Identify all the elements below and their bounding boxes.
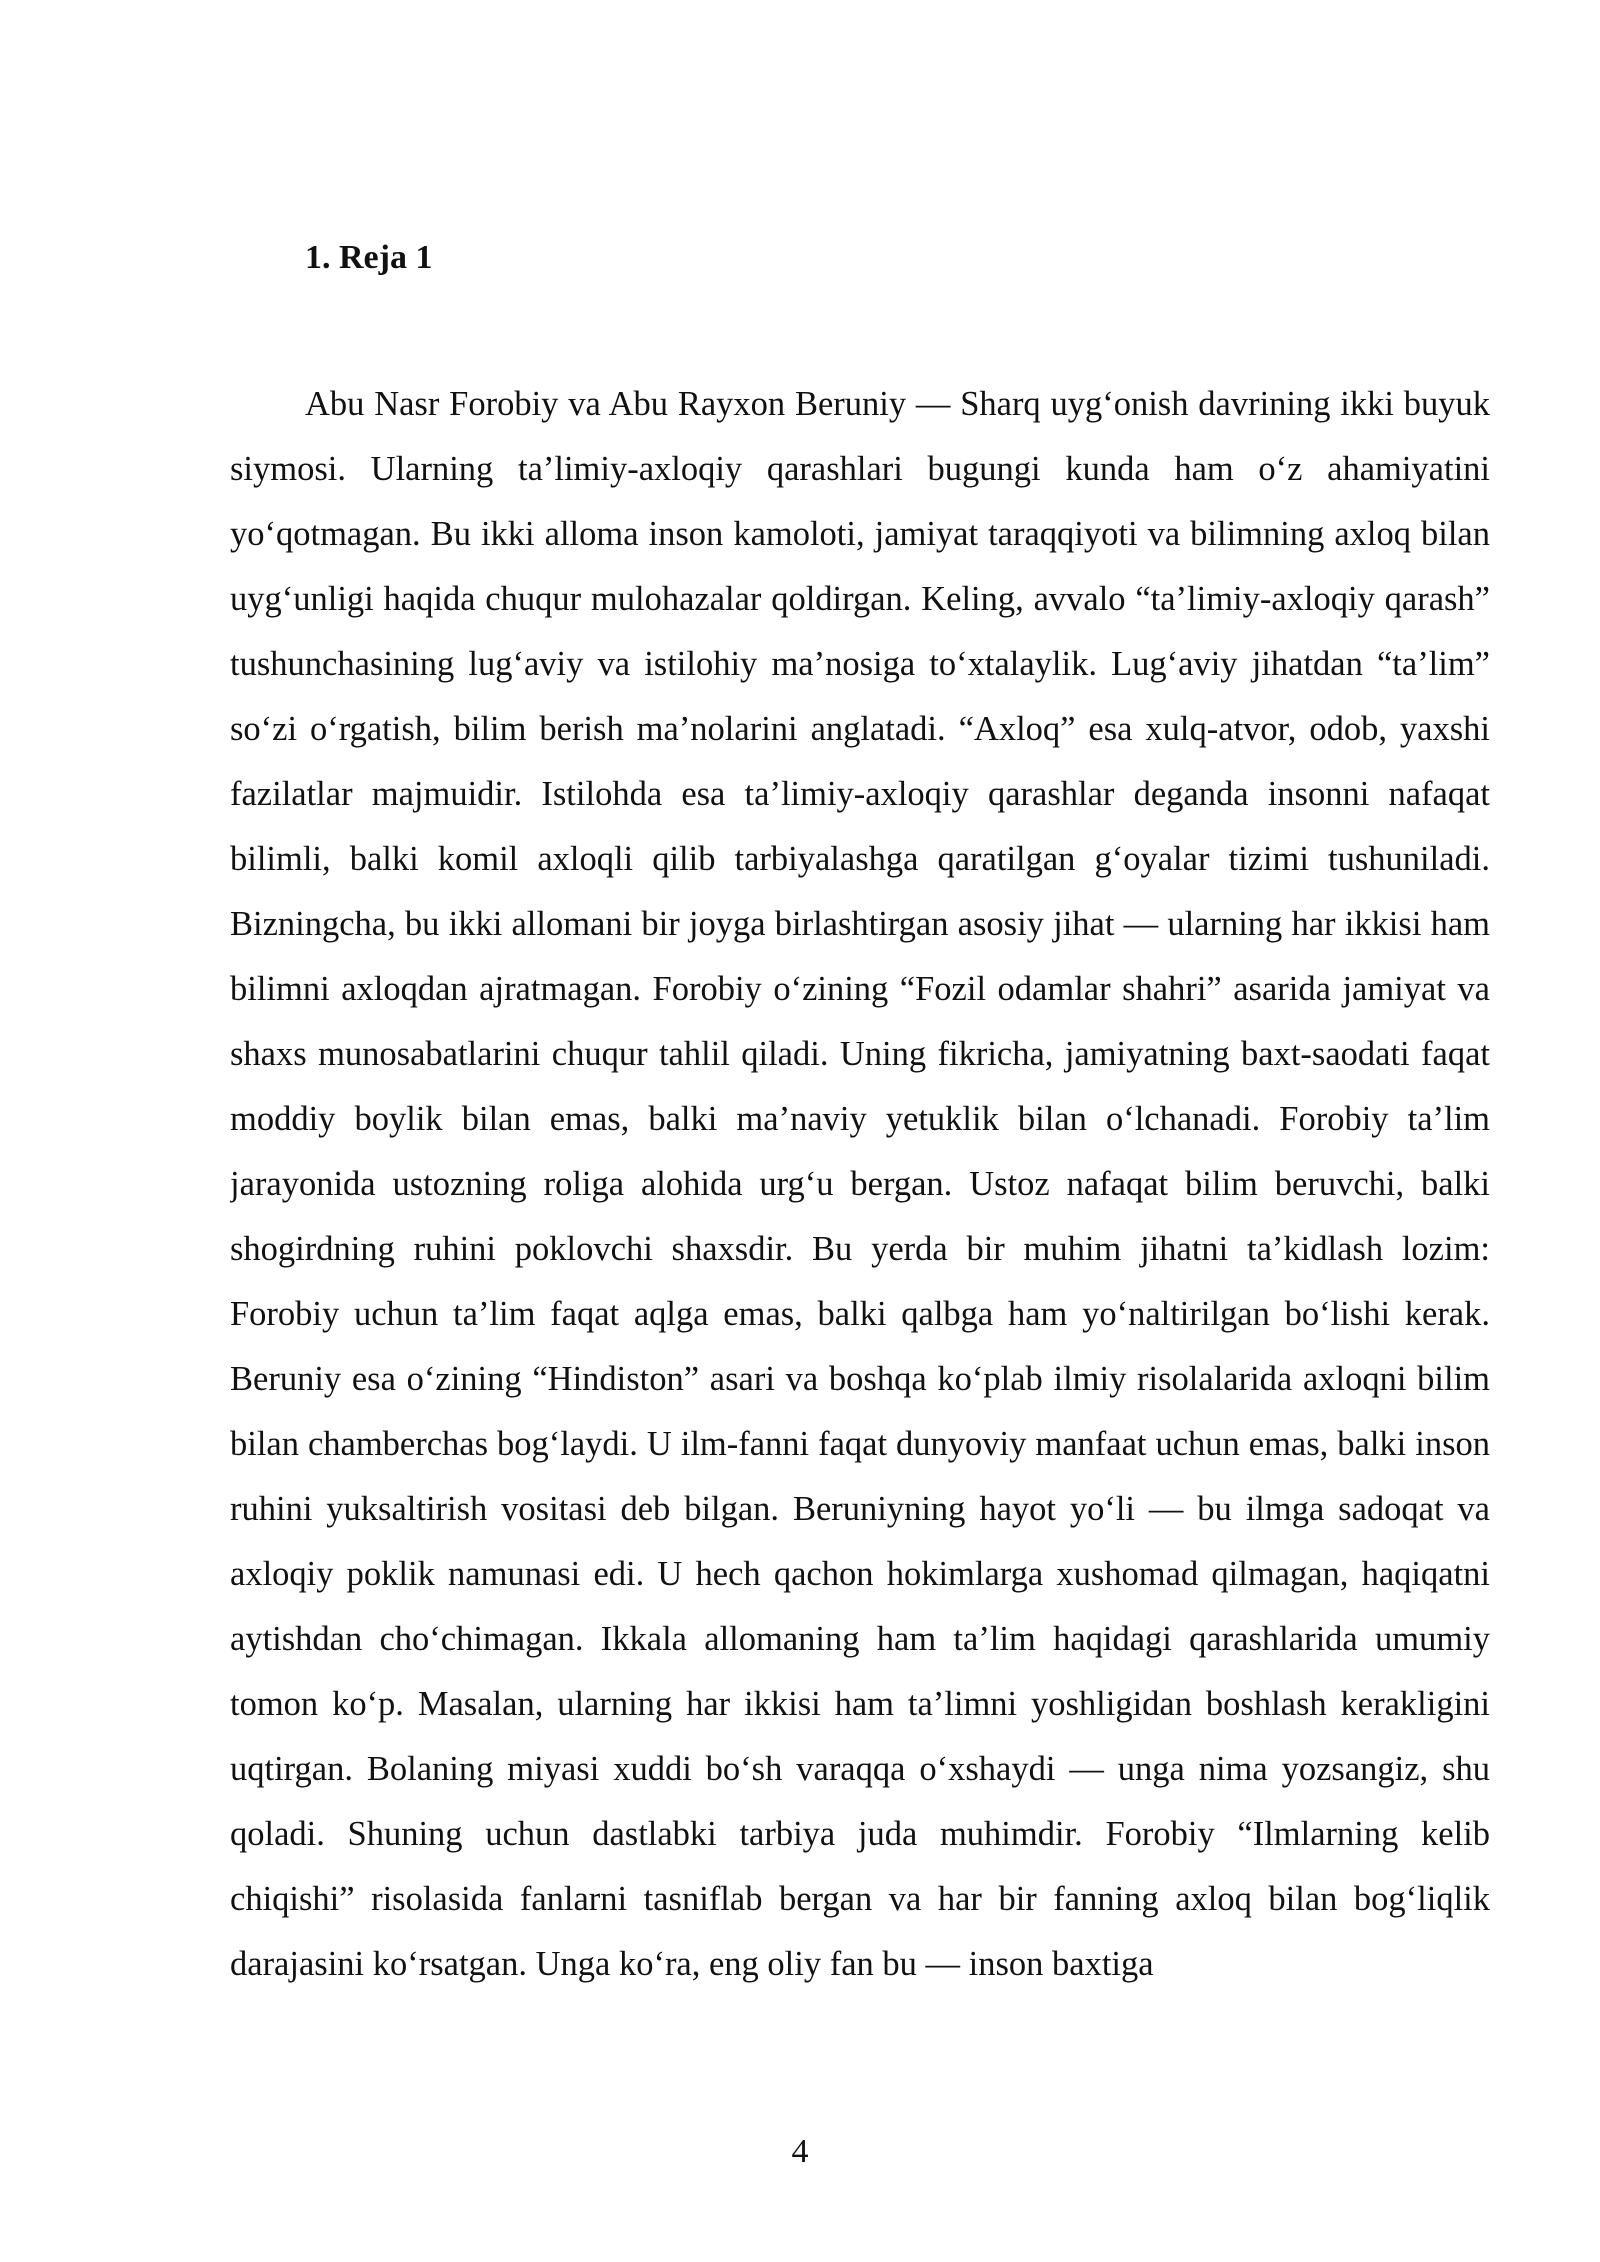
page-number: 4	[791, 2133, 809, 2170]
body-paragraph: Abu Nasr Forobiy va Abu Rayxon Beruniy — Sharq uyg‘onish davrining ikki buyuk siymosi. Ularning ta’limiy-axloqiy qarashlari bugungi kunda ham o‘z ahamiyatini yo‘qotmagan. Bu ikki alloma inson kamoloti, jamiyat taraqqiyoti va bilimning axloq bilan uyg‘unligi haqida chuqur mulohazalar qoldirgan. Keling, avvalo “ta’limiy-axloqiy qarash” tushunchasining lug‘aviy va istilohiy ma’nosiga to‘xtalaylik. Lug‘aviy jihatdan “ta’lim” so‘zi o‘rgatish, bilim berish ma’nolarini anglatadi. “Axloq” esa xulq-atvor, odob, yaxshi fazilatlar majmuidir. Istilohda esa ta’limiy-axloqiy qarashlar deganda insonni nafaqat bilimli, balki komil axloqli qilib tarbiyalashga qaratilgan g‘oyalar tizimi tushuniladi. Bizningcha, bu ikki allomani bir joyga birlashtirgan asosiy jihat — ularning har ikkisi ham bilimni axloqdan ajratmagan. Forobiy o‘zining “Fozil odamlar shahri” asarida jamiyat va shaxs munosabatlarini chuqur tahlil qiladi. Uning fikricha, jamiyatning baxt-saodati faqat moddiy boylik bilan emas, balki ma’naviy yetuklik bilan o‘lchanadi. Forobiy ta’lim jarayonida ustozning roliga alohida urg‘u bergan. Ustoz nafaqat bilim beruvchi, balki shogirdning ruhini poklovchi shaxsdir. Bu yerda bir muhim jihatni ta’kidlash lozim: Forobiy uchun ta’lim faqat aqlga emas, balki qalbga ham yo‘naltirilgan bo‘lishi kerak. Beruniy esa o‘zining “Hindiston” asari va boshqa ko‘plab ilmiy risolalarida axloqni bilim bilan chamberchas bog‘laydi. U ilm-fanni faqat dunyoviy manfaat uchun emas, balki inson ruhini yuksaltirish vositasi deb bilgan. Beruniyning hayot yo‘li — bu ilmga sadoqat va axloqiy poklik namunasi edi. U hech qachon hokimlarga xushomad qilmagan, haqiqatni aytishdan cho‘chimagan. Ikkala allomaning ham ta’lim haqidagi qarashlarida umumiy tomon ko‘p. Masalan, ularning har ikkisi ham ta’limni yoshligidan boshlash kerakligini uqtirgan. Bolaning miyasi xuddi bo‘sh varaqqa o‘xshaydi — unga nima yozsangiz, shu qoladi. Shuning uchun dastlabki tarbiya juda muhimdir. Forobiy “Ilmlarning kelib chiqishi” risolasida fanlarni tasniflab bergan va har bir fanning axloq bilan bog‘liqlik darajasini ko‘rsatgan. Unga ko‘ra, eng oliy fan bu — inson baxtiga	[230, 385, 1490, 1983]
section-heading: 1. Reja 1	[305, 239, 433, 276]
